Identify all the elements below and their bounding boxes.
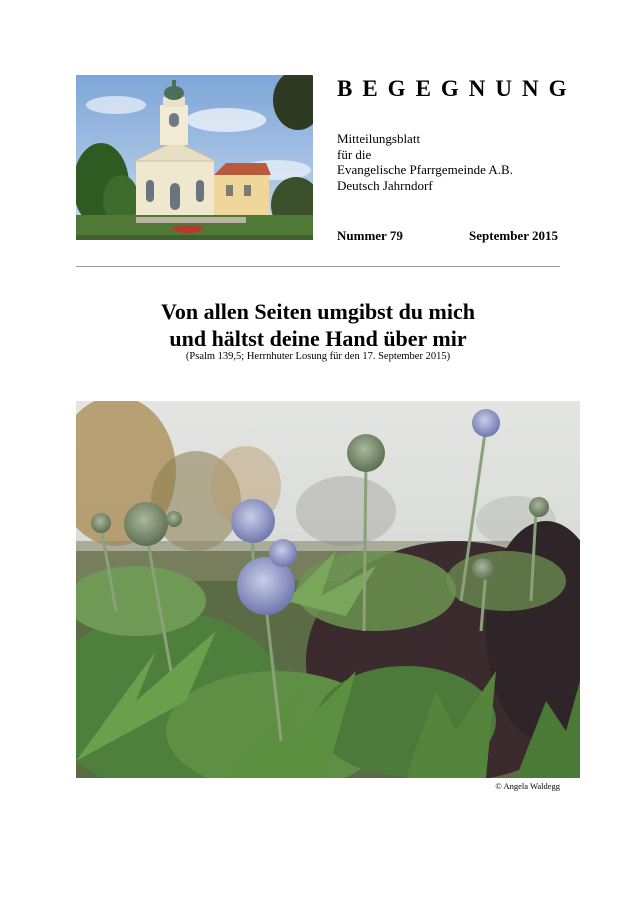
headline-line: und hältst deine Hand über mir xyxy=(169,326,467,351)
subtitle-line: Evangelische Pfarrgemeinde A.B. xyxy=(337,162,513,177)
headline-line: Von allen Seiten umgibst du mich xyxy=(161,299,475,324)
photo-credit: © Angela Waldegg xyxy=(495,781,560,791)
church-photo xyxy=(76,75,313,240)
subtitle-line: Mitteilungsblatt xyxy=(337,131,421,146)
masthead-title: BEGEGNUNG xyxy=(337,76,577,101)
verse-reference: (Psalm 139,5; Herrnhuter Losung für den 17. September 2015) xyxy=(185,351,451,362)
subtitle-line: Deutsch Jahrndorf xyxy=(337,177,433,193)
subtitle-line: für die xyxy=(337,146,372,162)
issue-number: Nummer 79 xyxy=(337,228,403,243)
masthead-subtitle xyxy=(337,131,567,193)
issue-date: September 2015 xyxy=(469,228,558,243)
header-divider xyxy=(76,266,560,267)
thistle-photo xyxy=(76,401,580,778)
headline xyxy=(0,298,636,352)
